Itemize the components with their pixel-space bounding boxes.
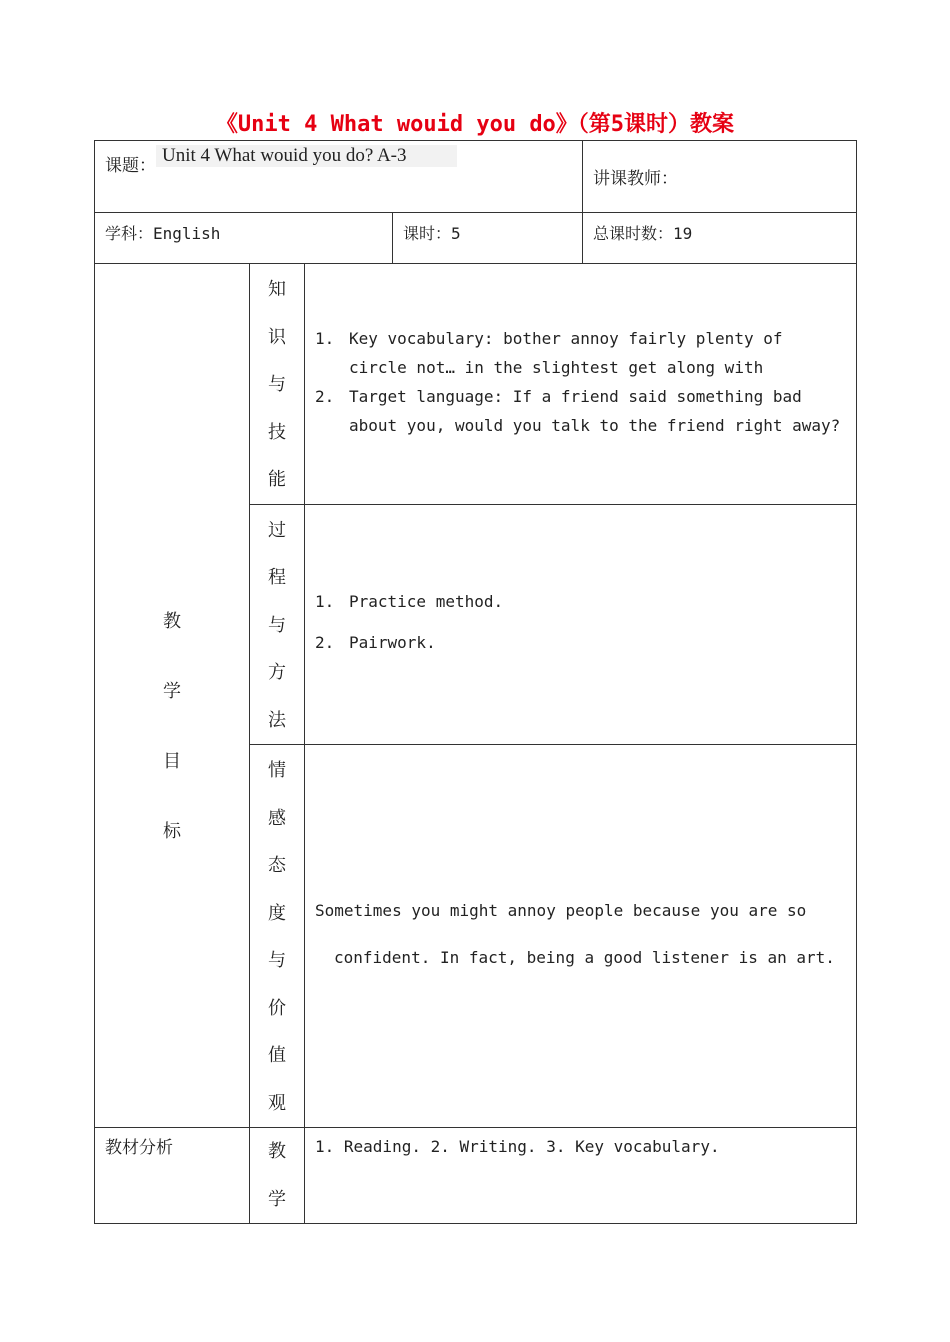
objectives-label-cell: [95, 264, 250, 1128]
topic-row: [95, 141, 857, 213]
objectives-label: 教 学 目 标: [163, 610, 181, 842]
process-label-cell: [250, 504, 305, 745]
period-cell: [393, 213, 583, 264]
knowledge-row: [95, 264, 857, 505]
emotion-label: 情 感 态 度 与 价 值 观: [268, 760, 286, 1114]
knowledge-label-cell: [250, 264, 305, 505]
knowledge-content-cell: [305, 264, 857, 505]
process-list: [305, 505, 856, 663]
list-item: 1. Key vocabulary: bother annoy fairly plenty of circle not… in the slightest get along with: [315, 329, 783, 377]
list-item: 2. Pairwork.: [315, 632, 436, 652]
list-item: 1. Practice method.: [315, 591, 504, 611]
topic-cell: [95, 141, 583, 213]
materials-sub-label-cell: [250, 1128, 305, 1224]
teacher-cell: [583, 141, 857, 213]
subject-cell: [95, 213, 393, 264]
emotion-text: Sometimes you might annoy people because you are so confident. In fact, being a good listener is an art.: [315, 901, 835, 967]
subject-text: 学科：English: [105, 224, 221, 243]
total-periods-cell: [583, 213, 857, 264]
topic-value: Unit 4 What wouid you do? A-3: [156, 145, 457, 167]
emotion-content-cell: [305, 745, 857, 1128]
total-periods-text: 总课时数：19: [593, 224, 693, 243]
process-content-cell: [305, 504, 857, 745]
materials-content: 1. Reading. 2. Writing. 3. Key vocabulary.: [315, 1137, 720, 1156]
subject-row: [95, 213, 857, 264]
knowledge-label: 知 识 与 技 能: [268, 279, 286, 490]
emotion-label-cell: [250, 745, 305, 1128]
period-text: 课时：5: [403, 224, 461, 243]
materials-label-cell: [95, 1128, 250, 1224]
materials-label: 教材分析: [105, 1138, 173, 1158]
process-label: 过 程 与 方 法: [268, 519, 286, 731]
teacher-label: 讲课教师：: [593, 169, 679, 189]
materials-sub-label: 教 学: [268, 1141, 286, 1210]
materials-row: [95, 1128, 857, 1224]
lesson-plan-table: [94, 140, 857, 1224]
list-item: 2. Target language: If a friend said something bad about you, would you talk to the friend right away?: [315, 387, 841, 435]
page-title: 《Unit 4 What wouid you do》（第5课时）教案: [215, 112, 735, 137]
materials-content-cell: [305, 1128, 857, 1224]
topic-label: 课题：: [105, 156, 156, 176]
knowledge-list: [305, 264, 856, 440]
